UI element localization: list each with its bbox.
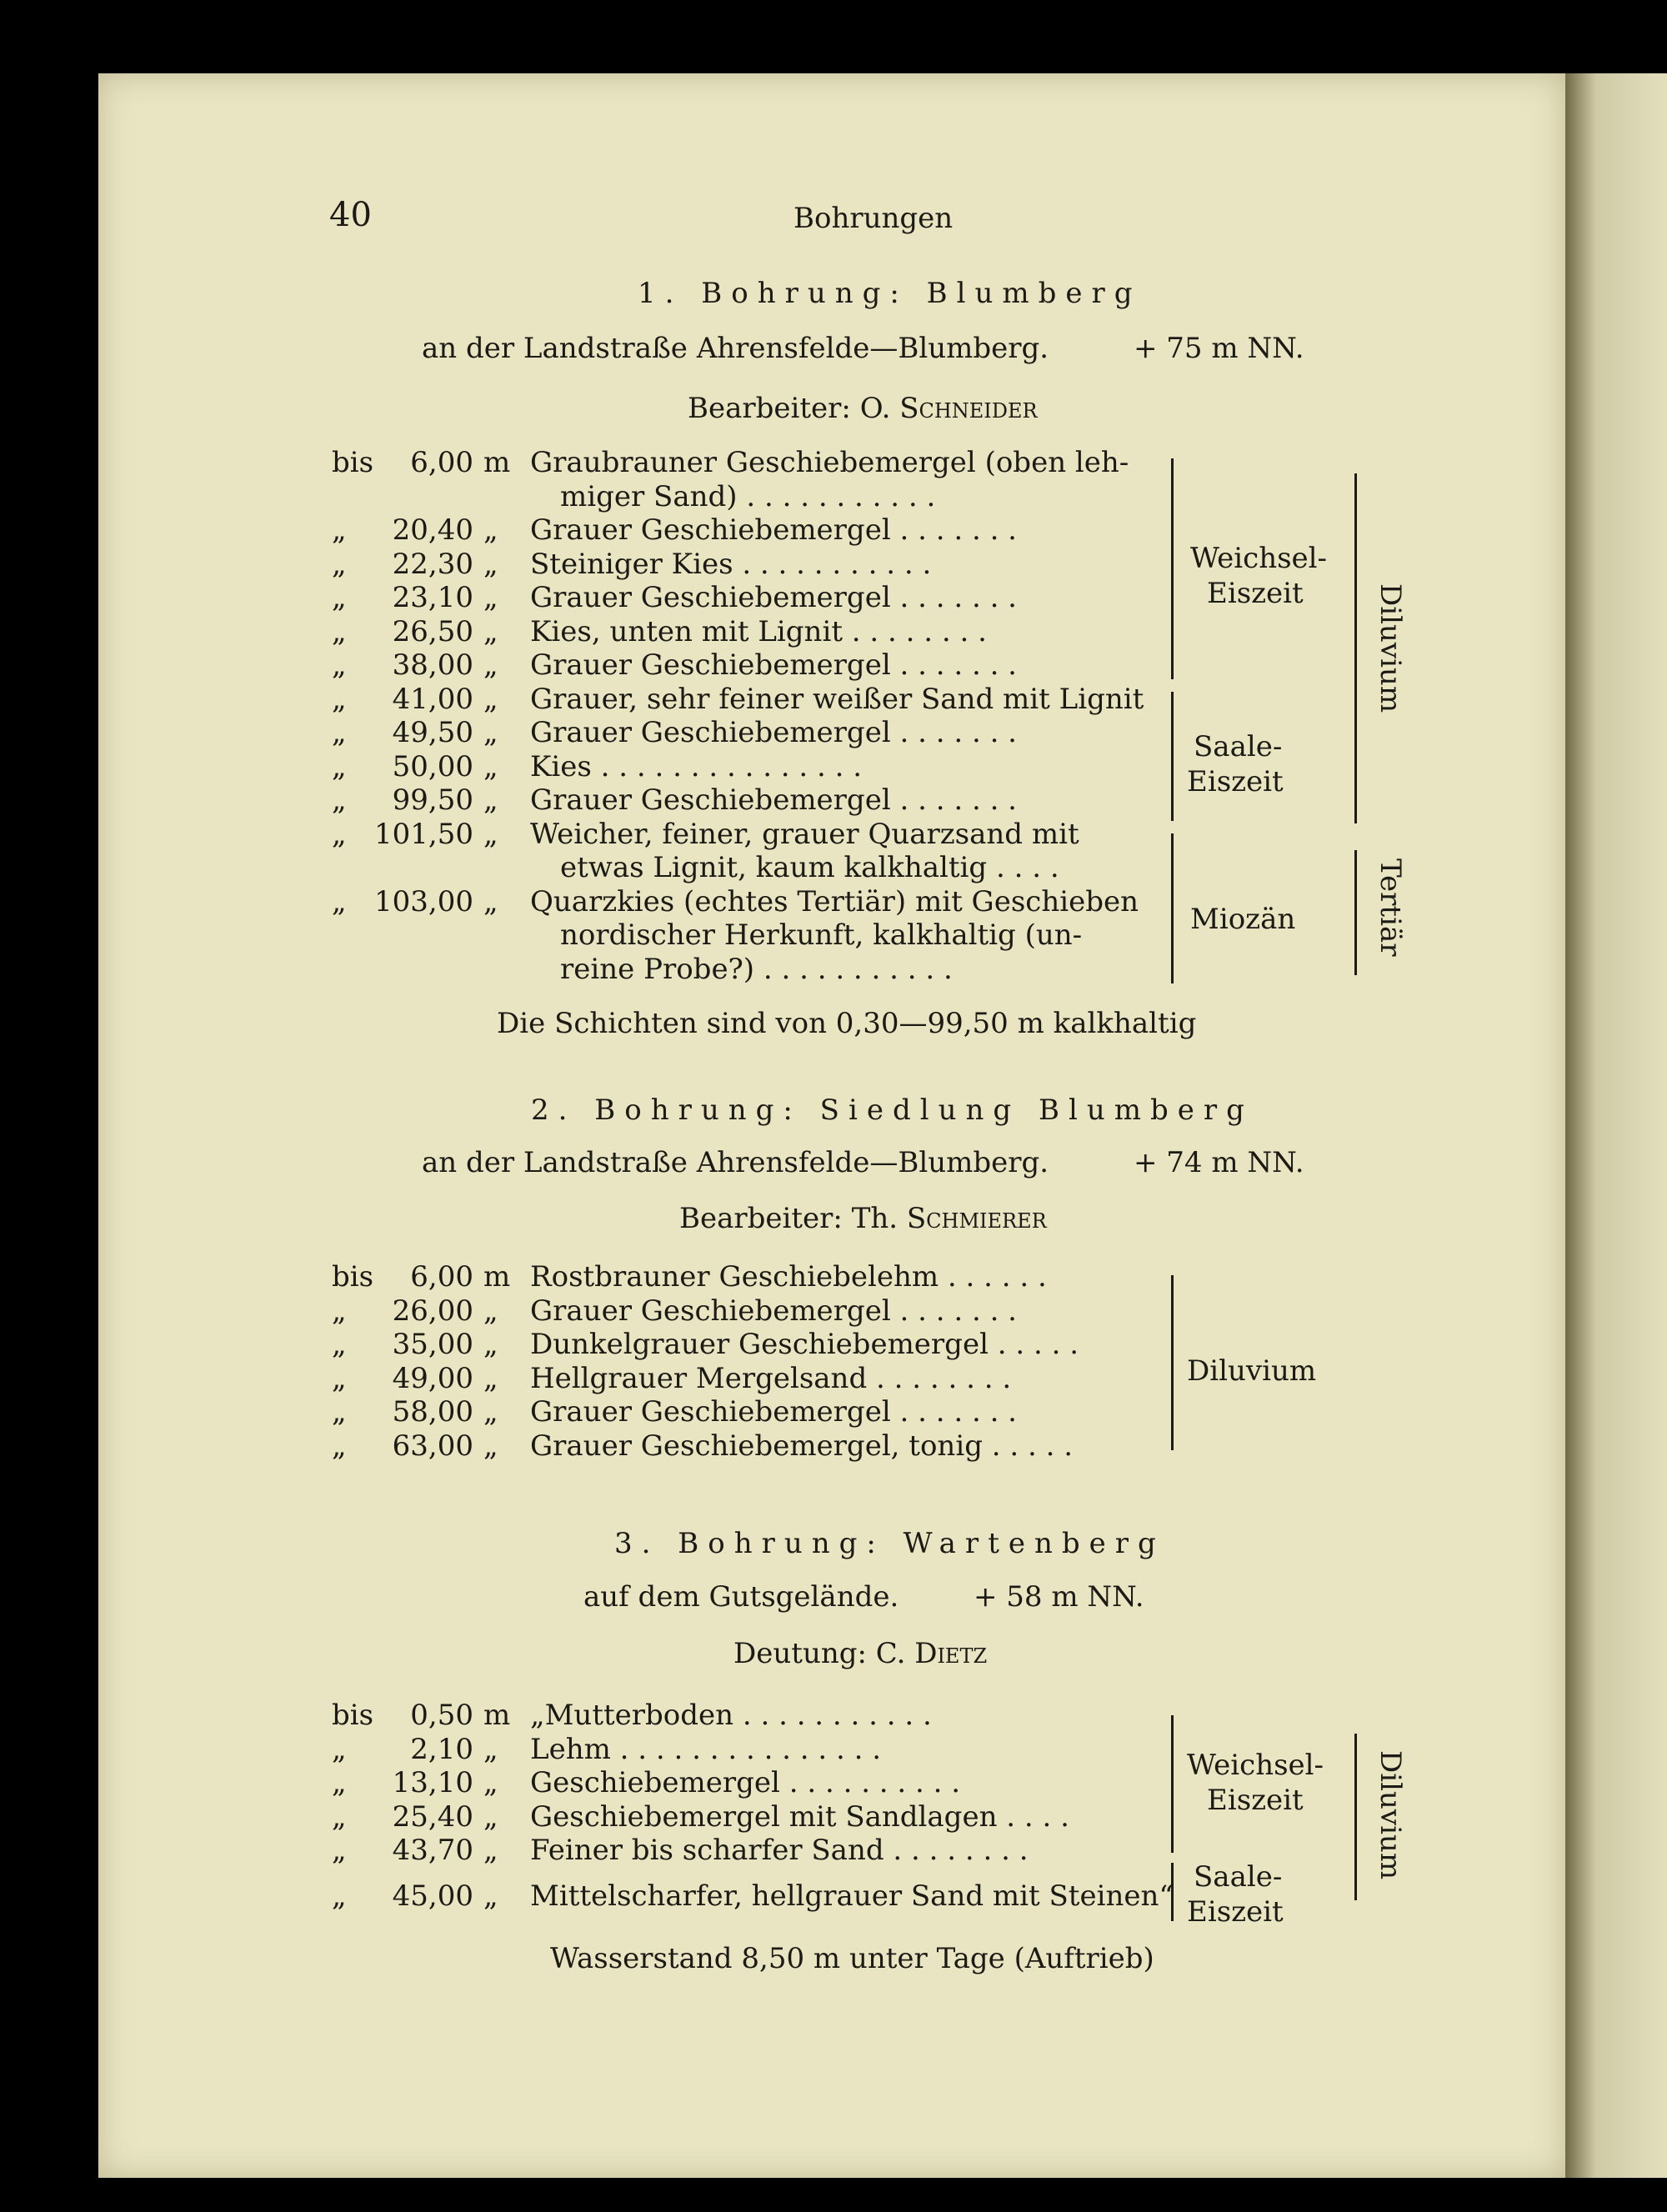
b1-row-depth: 41,00: [392, 682, 473, 716]
b1-row-bis: „: [332, 581, 347, 614]
b1-weichsel-label-1: Weichsel-: [1190, 542, 1328, 575]
b1-saale-label-2: Eiszeit: [1187, 765, 1284, 798]
b1-row-unit: „: [483, 581, 498, 614]
b1-row-depth: 22,30: [392, 547, 473, 581]
b3-row-bis: „: [332, 1732, 347, 1766]
b3-row-unit: „: [483, 1879, 498, 1913]
b1-row-depth: 20,40: [392, 513, 473, 547]
b1-row-desc: Weicher, feiner, grauer Quarzsand mit: [530, 817, 1079, 851]
b3-row-bis: „: [332, 1799, 347, 1834]
b2-row-unit: „: [483, 1361, 498, 1395]
b2-row-depth: 26,00: [392, 1294, 473, 1328]
b1-row-depth: 38,00: [392, 648, 473, 682]
b2-row-depth: 49,00: [392, 1361, 473, 1395]
b1-row-unit: „: [483, 648, 498, 682]
b3-editor: [733, 1637, 987, 1670]
b1-row-desc: Graubrauner Geschiebemergel (oben leh-: [530, 446, 1129, 479]
b1-row-bis: „: [332, 716, 347, 749]
b1-miozaen-brace: [1171, 833, 1174, 983]
b3-elevation: + 58 m NN.: [974, 1580, 1144, 1614]
b2-diluvium-brace: [1171, 1275, 1174, 1450]
b1-row-unit: „: [483, 513, 498, 547]
b1-row-depth: 23,10: [392, 581, 473, 614]
b3-row-bis: bis: [332, 1699, 374, 1732]
b2-row-depth: 58,00: [392, 1395, 473, 1429]
b1-row-bis: „: [332, 648, 347, 682]
b2-title: 2. Bohrung: Siedlung Blumberg: [531, 1093, 1254, 1127]
b1-row-desc: Quarzkies (echtes Tertiär) mit Geschieben: [530, 884, 1139, 918]
b3-row-desc: „Mutterboden . . . . . . . . . . .: [530, 1699, 932, 1732]
b2-row-desc: Grauer Geschiebemergel . . . . . . .: [530, 1395, 1017, 1429]
b1-note: Die Schichten sind von 0,30—99,50 m kalkhaltig: [497, 1007, 1197, 1040]
b1-row-depth: 99,50: [392, 783, 473, 817]
b3-weichsel-brace: [1171, 1715, 1174, 1853]
b2-editor-label: Bearbeiter: Th.: [679, 1202, 899, 1235]
b3-saale-label-1: Saale-: [1194, 1860, 1283, 1894]
b1-row-unit: „: [483, 682, 498, 716]
b3-diluvium-brace: [1354, 1734, 1357, 1900]
b3-weichsel-label-2: Eiszeit: [1207, 1784, 1304, 1817]
b1-row-bis: „: [332, 682, 347, 716]
b3-row-desc: Mittelscharfer, hellgrauer Sand mit Steinen“: [530, 1879, 1174, 1913]
b1-row-bis: „: [332, 817, 347, 851]
b3-row-bis: „: [332, 1879, 347, 1913]
b2-row-unit: „: [483, 1294, 498, 1328]
b2-row-bis: „: [332, 1328, 347, 1361]
b2-row-bis: „: [332, 1395, 347, 1429]
b2-editor-name: Schmierer: [906, 1202, 1047, 1235]
b1-row-depth: 101,50: [374, 817, 473, 851]
b2-row-desc: Grauer Geschiebemergel, tonig . . . . .: [530, 1429, 1074, 1463]
b3-row-desc: Feiner bis scharfer Sand . . . . . . . .: [530, 1834, 1029, 1867]
b3-row-depth: 0,50: [410, 1699, 473, 1732]
b1-row-desc: miger Sand) . . . . . . . . . . .: [560, 479, 936, 513]
b2-row-desc: Dunkelgrauer Geschiebemergel . . . . .: [530, 1328, 1079, 1361]
b2-row-depth: 35,00: [392, 1328, 473, 1361]
b1-row-desc: nordischer Herkunft, kalkhaltig (un-: [560, 918, 1083, 952]
b1-row-unit: „: [483, 716, 498, 749]
b3-row-depth: 13,10: [392, 1766, 473, 1799]
b3-row-depth: 25,40: [392, 1799, 473, 1834]
b1-row-unit: „: [483, 817, 498, 851]
b1-row-desc: Grauer Geschiebemergel . . . . . . .: [530, 648, 1017, 682]
b3-row-unit: „: [483, 1834, 498, 1867]
b1-row-bis: „: [332, 513, 347, 547]
b2-row-bis: „: [332, 1361, 347, 1395]
b1-row-bis: „: [332, 547, 347, 581]
b1-row-desc: Grauer, sehr feiner weißer Sand mit Lignit: [530, 682, 1144, 716]
b1-row-depth: 26,50: [392, 614, 473, 648]
b3-row-desc: Geschiebemergel mit Sandlagen . . . .: [530, 1799, 1069, 1834]
b2-row-depth: 6,00: [410, 1260, 473, 1294]
page-number: 40: [329, 196, 372, 234]
b1-row-depth: 49,50: [392, 716, 473, 749]
b1-row-unit: „: [483, 614, 498, 648]
b2-elevation: + 74 m NN.: [1134, 1146, 1304, 1179]
b3-row-desc: Lehm . . . . . . . . . . . . . . .: [530, 1732, 882, 1766]
b1-tertiaer-brace: [1354, 850, 1357, 975]
b3-row-desc: Geschiebemergel . . . . . . . . . .: [530, 1766, 961, 1799]
b3-saale-brace: [1171, 1863, 1174, 1921]
b1-row-desc: Grauer Geschiebemergel . . . . . . .: [530, 581, 1017, 614]
b1-row-desc: etwas Lignit, kaum kalkhaltig . . . .: [560, 851, 1059, 884]
b2-row-bis: „: [332, 1429, 347, 1463]
b2-row-unit: m: [483, 1260, 511, 1294]
b1-tertiaer-label: Tertiär: [1374, 858, 1407, 957]
b3-row-depth: 43,70: [392, 1834, 473, 1867]
b2-row-depth: 63,00: [392, 1429, 473, 1463]
b1-row-desc: Steiniger Kies . . . . . . . . . . .: [530, 547, 932, 581]
b1-row-bis: „: [332, 884, 347, 918]
b3-diluvium-label: Diluvium: [1374, 1750, 1407, 1880]
b1-row-desc: Grauer Geschiebemergel . . . . . . .: [530, 513, 1017, 547]
b1-saale-brace: [1171, 692, 1174, 821]
b2-row-unit: „: [483, 1328, 498, 1361]
b2-location: an der Landstraße Ahrensfelde—Blumberg.: [422, 1146, 1049, 1179]
b3-row-bis: „: [332, 1834, 347, 1867]
b1-row-unit: „: [483, 783, 498, 817]
b1-row-depth: 103,00: [374, 884, 473, 918]
b1-row-unit: „: [483, 749, 498, 783]
b1-row-bis: „: [332, 749, 347, 783]
b1-row-desc: Grauer Geschiebemergel . . . . . . .: [530, 716, 1017, 749]
b1-row-depth: 6,00: [410, 446, 473, 479]
b3-title: 3. Bohrung: Wartenberg: [614, 1527, 1165, 1560]
b1-editor: [688, 392, 1038, 425]
b3-weichsel-label-1: Weichsel-: [1187, 1749, 1324, 1782]
b3-editor-name: Dietz: [914, 1637, 988, 1670]
b1-title: 1. Bohrung: Blumberg: [638, 277, 1142, 310]
b1-row-unit: „: [483, 884, 498, 918]
b3-row-bis: „: [332, 1766, 347, 1799]
b2-row-bis: bis: [332, 1260, 374, 1294]
b1-row-bis: bis: [332, 446, 374, 479]
b1-row-bis: „: [332, 783, 347, 817]
b1-miozaen-label: Miozän: [1190, 903, 1296, 936]
b2-editor: [679, 1202, 1047, 1235]
b1-row-desc: Grauer Geschiebemergel . . . . . . .: [530, 783, 1017, 817]
b1-row-bis: „: [332, 614, 347, 648]
b1-elevation: + 75 m NN.: [1134, 332, 1304, 365]
b2-diluvium-label: Diluvium: [1187, 1354, 1317, 1388]
b1-editor-name: Schneider: [899, 392, 1038, 425]
b2-row-desc: Grauer Geschiebemergel . . . . . . .: [530, 1294, 1017, 1328]
b3-editor-label: Deutung: C.: [733, 1637, 906, 1670]
b1-row-desc: reine Probe?) . . . . . . . . . . .: [560, 952, 953, 986]
b1-row-unit: m: [483, 446, 511, 479]
b1-saale-label-1: Saale-: [1194, 730, 1283, 763]
b3-row-depth: 2,10: [410, 1732, 473, 1766]
b3-note: Wasserstand 8,50 m unter Tage (Auftrieb): [550, 1942, 1154, 1975]
b1-editor-label: Bearbeiter: O.: [688, 392, 891, 425]
b1-location: an der Landstraße Ahrensfelde—Blumberg.: [422, 332, 1049, 365]
b3-row-unit: „: [483, 1732, 498, 1766]
b1-diluvium-label: Diluvium: [1374, 583, 1407, 713]
b2-row-unit: „: [483, 1395, 498, 1429]
b2-row-unit: „: [483, 1429, 498, 1463]
b1-row-desc: Kies, unten mit Lignit . . . . . . . .: [530, 614, 987, 648]
b1-row-desc: Kies . . . . . . . . . . . . . . .: [530, 749, 863, 783]
b3-row-unit: „: [483, 1766, 498, 1799]
b1-row-unit: „: [483, 547, 498, 581]
b1-row-depth: 50,00: [392, 749, 473, 783]
b1-weichsel-brace: [1171, 458, 1174, 679]
b2-row-desc: Rostbrauner Geschiebelehm . . . . . .: [530, 1260, 1047, 1294]
b3-row-unit: m: [483, 1699, 511, 1732]
b3-location: auf dem Gutsgelände.: [583, 1580, 899, 1614]
facing-page-edge: [1565, 73, 1667, 2178]
b2-row-bis: „: [332, 1294, 347, 1328]
b2-row-desc: Hellgrauer Mergelsand . . . . . . . .: [530, 1361, 1012, 1395]
b3-row-depth: 45,00: [392, 1879, 473, 1913]
b3-row-unit: „: [483, 1799, 498, 1834]
b3-saale-label-2: Eiszeit: [1187, 1895, 1284, 1929]
running-head: Bohrungen: [793, 202, 954, 235]
b1-weichsel-label-2: Eiszeit: [1207, 577, 1304, 610]
b1-diluvium-brace: [1354, 473, 1357, 823]
